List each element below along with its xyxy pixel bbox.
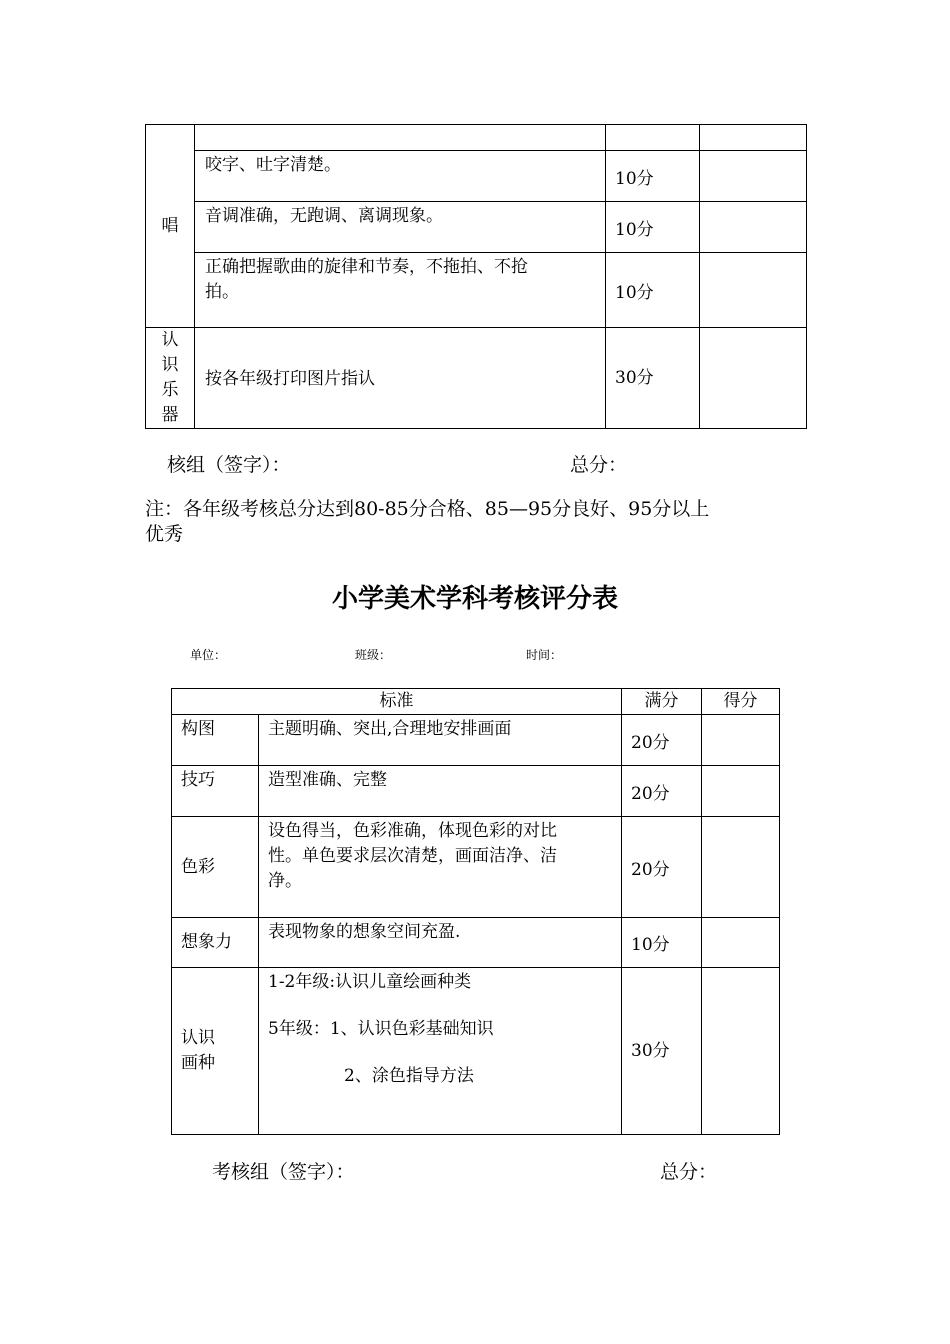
total-score-label: 总分： — [660, 1161, 718, 1183]
header-got-score: 得分 — [702, 689, 780, 715]
full-score-cell: 30分 — [606, 328, 700, 429]
got-score-cell — [700, 125, 807, 151]
full-score-cell: 30分 — [622, 968, 702, 1135]
criterion-cell: 音调准确，无跑调、离调现象。 — [195, 202, 606, 253]
full-score-cell — [606, 125, 700, 151]
full-score-cell: 10分 — [606, 253, 700, 328]
signature-label: 考核组（签字）： — [212, 1161, 355, 1183]
total-score-label: 总分： — [570, 454, 628, 476]
category-instrument: 认 识 乐 器 — [146, 328, 195, 429]
criterion-cell: 表现物象的想象空间充盈. — [259, 918, 622, 968]
time-label: 时间： — [526, 648, 563, 662]
criterion-cell: 正确把握歌曲的旋律和节奏，不拖拍、不抢 拍。 — [195, 253, 606, 328]
page-title: 小学美术学科考核评分表 — [331, 584, 618, 614]
full-score-cell: 10分 — [622, 918, 702, 968]
criterion-cell: 按各年级打印图片指认 — [195, 328, 606, 429]
criterion-cell: 咬字、吐字清楚。 — [195, 151, 606, 202]
got-score-cell — [702, 918, 780, 968]
header-standard: 标准 — [172, 689, 622, 715]
got-score-cell — [700, 151, 807, 202]
got-score-cell — [700, 202, 807, 253]
got-score-cell — [702, 715, 780, 766]
class-label: 班级： — [355, 648, 392, 662]
full-score-cell: 20分 — [622, 715, 702, 766]
category-cell: 想象力 — [172, 918, 259, 968]
full-score-cell: 10分 — [606, 202, 700, 253]
got-score-cell — [702, 766, 780, 817]
criterion-cell — [195, 125, 606, 151]
got-score-cell — [702, 817, 780, 918]
got-score-cell — [700, 328, 807, 429]
category-cell: 认识 画种 — [172, 968, 259, 1135]
criterion-cell: 主题明确、突出,合理地安排画面 — [259, 715, 622, 766]
music-score-table — [145, 124, 807, 429]
category-cell: 色彩 — [172, 817, 259, 918]
header-full-score: 满分 — [622, 689, 702, 715]
art-score-table — [171, 688, 780, 1135]
criterion-cell: 设色得当，色彩准确，体现色彩的对比 性。单色要求层次清楚，画面洁净、洁 净。 — [259, 817, 622, 918]
grading-note: 注：各年级考核总分达到80-85分合格、85—95分良好、95分以上 优秀 — [145, 498, 710, 545]
unit-label: 单位： — [190, 648, 227, 662]
full-score-cell: 20分 — [622, 766, 702, 817]
category-cell: 构图 — [172, 715, 259, 766]
criterion-cell: 造型准确、完整 — [259, 766, 622, 817]
category-cell: 技巧 — [172, 766, 259, 817]
full-score-cell: 20分 — [622, 817, 702, 918]
category-sing: 唱 — [146, 125, 195, 328]
criterion-cell: 1-2年级:认识儿童绘画种类 5年级：1、认识色彩基础知识 2、涂色指导方法 — [259, 968, 622, 1135]
got-score-cell — [702, 968, 780, 1135]
full-score-cell: 10分 — [606, 151, 700, 202]
got-score-cell — [700, 253, 807, 328]
signature-label: 核组（签字）： — [167, 454, 291, 476]
